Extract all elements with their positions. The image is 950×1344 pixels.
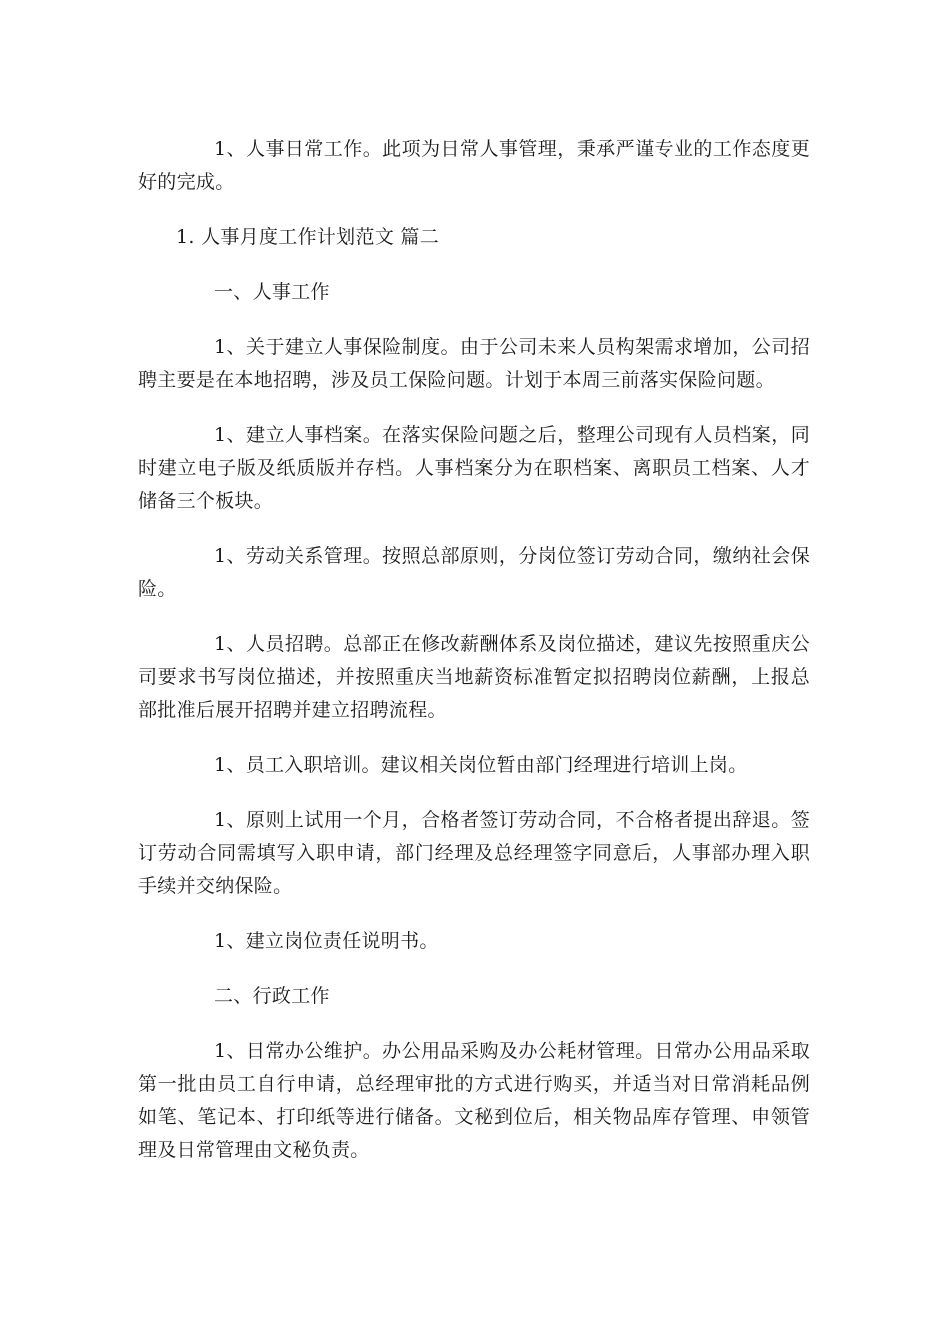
paragraph-job-descriptions: 1、建立岗位责任说明书。 [214, 930, 439, 952]
paragraph-hr-daily-work: 1、人事日常工作。此项为日常人事管理，秉承严谨专业的工作态度更好的完成。 [138, 138, 810, 193]
paragraph-insurance-system: 1、关于建立人事保险制度。由于公司未来人员构架需求增加，公司招聘主要是在本地招聘，涉及员工保险问题。计划于本周三前落实保险问题。 [138, 336, 810, 391]
paragraph-recruitment: 1、人员招聘。总部正在修改薪酬体系及岗位描述，建议先按照重庆公司要求书写岗位描述，并按照重庆当地薪资标准暂定拟招聘岗位薪酬，上报总部批准后展开招聘并建立招聘流程。 [138, 633, 810, 721]
paragraph-onboarding-training: 1、员工入职培训。建议相关岗位暂由部门经理进行培训上岗。 [214, 754, 748, 776]
paragraph-office-maintenance: 1、日常办公维护。办公用品采购及办公耗材管理。日常办公用品采取第一批由员工自行申请，总经理审批的方式进行购买，并适当对日常消耗品例如笔、笔记本、打印纸等进行储备。文秘到位后，相关物品库存管理、申领管理及日常管理由文秘负责。 [138, 1040, 810, 1161]
document-page [138, 133, 810, 1189]
paragraph-labor-relations: 1、劳动关系管理。按照总部原则，分岗位签订劳动合同，缴纳社会保险。 [138, 545, 810, 600]
article-title: 1. 人事月度工作计划范文 篇二 [176, 226, 440, 248]
paragraph-probation: 1、原则上试用一个月，合格者签订劳动合同，不合格者提出辞退。签订劳动合同需填写入职申请，部门经理及总经理签字同意后，人事部办理入职手续并交纳保险。 [138, 809, 810, 897]
section-heading-hr-work: 一、人事工作 [214, 281, 330, 303]
paragraph-personnel-files: 1、建立人事档案。在落实保险问题之后，整理公司现有人员档案，同时建立电子版及纸质版并存档。人事档案分为在职档案、离职员工档案、人才储备三个板块。 [138, 424, 810, 512]
section-heading-admin-work: 二、行政工作 [214, 985, 330, 1007]
